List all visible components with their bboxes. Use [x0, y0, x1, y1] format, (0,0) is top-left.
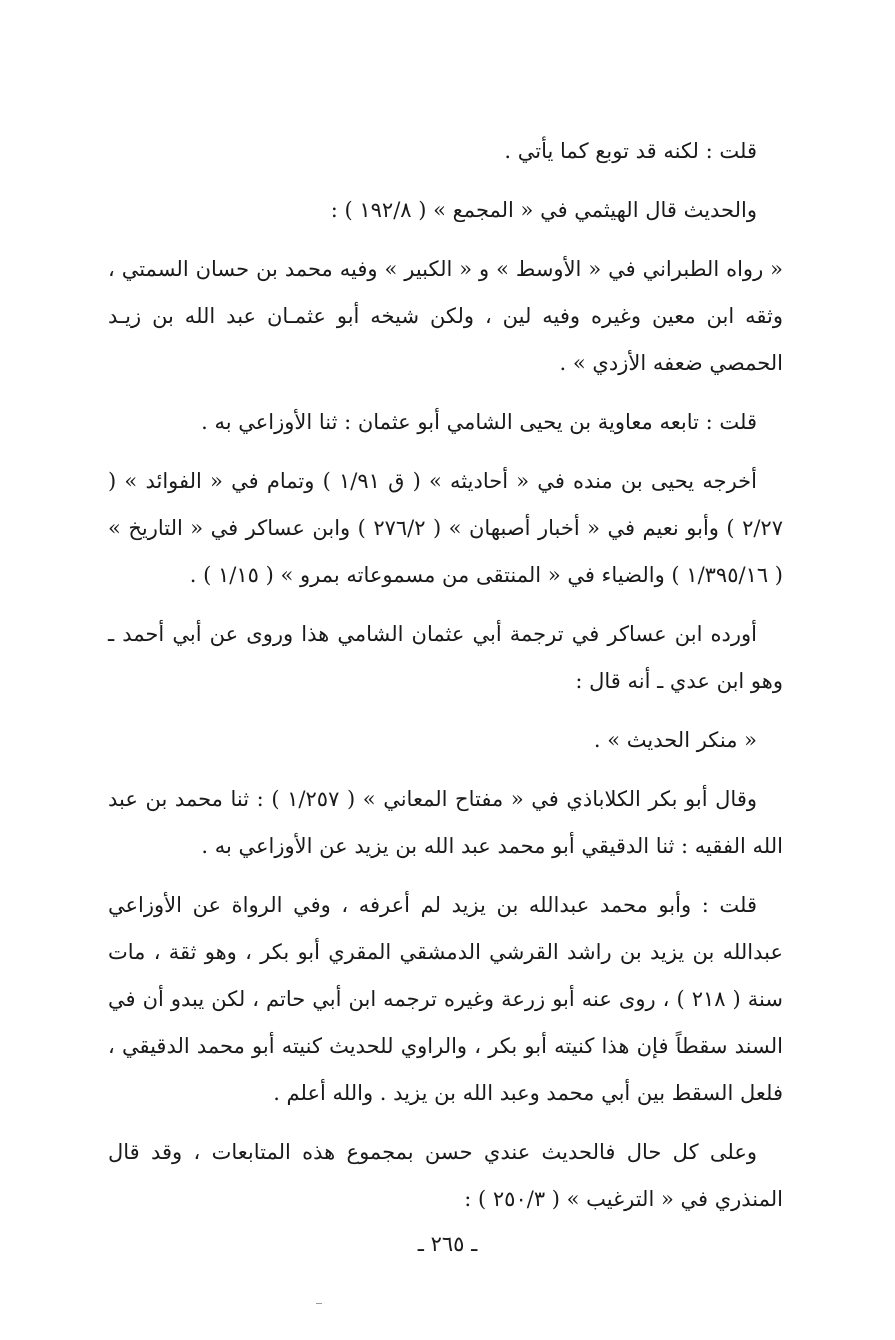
paragraph: أورده ابن عساكر في ترجمة أبي عثمان الشامي هذا وروى عن أبي أحمد ـ وهو ابن عدي ـ أنه قال :	[108, 622, 783, 693]
scan-mark	[316, 1303, 322, 1304]
paragraph: قلت : تابعه معاوية بن يحيى الشامي أبو عثمان : ثنا الأوزاعي به .	[201, 410, 757, 434]
paragraph: قلت : وأبو محمد عبدالله بن يزيد لم أعرفه ، وفي الرواة عن الأوزاعي عبدالله بن يزيد بن راشد القرشي الدمشقي المقري أبو بكر ، وهو ثقة ، مات سنة ( ٢١٨ ) ، روى عنه أبو زرعة وغيره ترجمه ابن أبي حاتم ، لكن يبدو أن في السند سقطاً فإن هذا كنيته أبو بكر ، والراوي للحديث كنيته أبو محمد الدقيقي ، فلعل السقط بين أبي محمد وعبد الله بن يزيد . والله أعلم .	[108, 893, 783, 1105]
paragraph: والحديث قال الهيثمي في « المجمع » ( ١٩٢/٨ ) :	[330, 198, 757, 222]
paragraph: أخرجه يحيى بن منده في « أحاديثه » ( ق ١/٩١ ) وتمام في « الفوائد » ( ٢/٢٧ ) وأبو نعيم في « أخبار أصبهان » ( ٢٧٦/٢ ) وابن عساكر في « التاريخ » ( ١/٣٩٥/١٦ ) والضياء في « المنتقى من مسموعاته بمرو » ( ١/١٥ ) .	[108, 469, 783, 587]
paragraph: وقال أبو بكر الكلاباذي في « مفتاح المعاني » ( ١/٢٥٧ ) : ثنا محمد بن عبد الله الفقيه : ثنا الدقيقي أبو محمد عبد الله بن يزيد عن الأوزاعي به .	[108, 787, 783, 858]
page-number: ـ ٢٦٥ ـ	[417, 1232, 478, 1256]
quotation-paragraph: « منكر الحديث » .	[593, 728, 757, 752]
paragraph: وعلى كل حال فالحديث عندي حسن بمجموع هذه المتابعات ، وقد قال المنذري في « الترغيب » ( ٢٥٠/٣ ) :	[108, 1140, 783, 1211]
body-text	[108, 128, 783, 1235]
quotation-paragraph: « رواه الطبراني في « الأوسط » و « الكبير » وفيه محمد بن حسان السمتي ، وثقه ابن معين وغيره وفيه لين ، ولكن شيخه أبو عثمـان عبد الله بن زيـد الحمصي ضعفه الأزدي » .	[108, 257, 783, 375]
paragraph: قلت : لكنه قد توبع كما يأتي .	[504, 139, 757, 163]
